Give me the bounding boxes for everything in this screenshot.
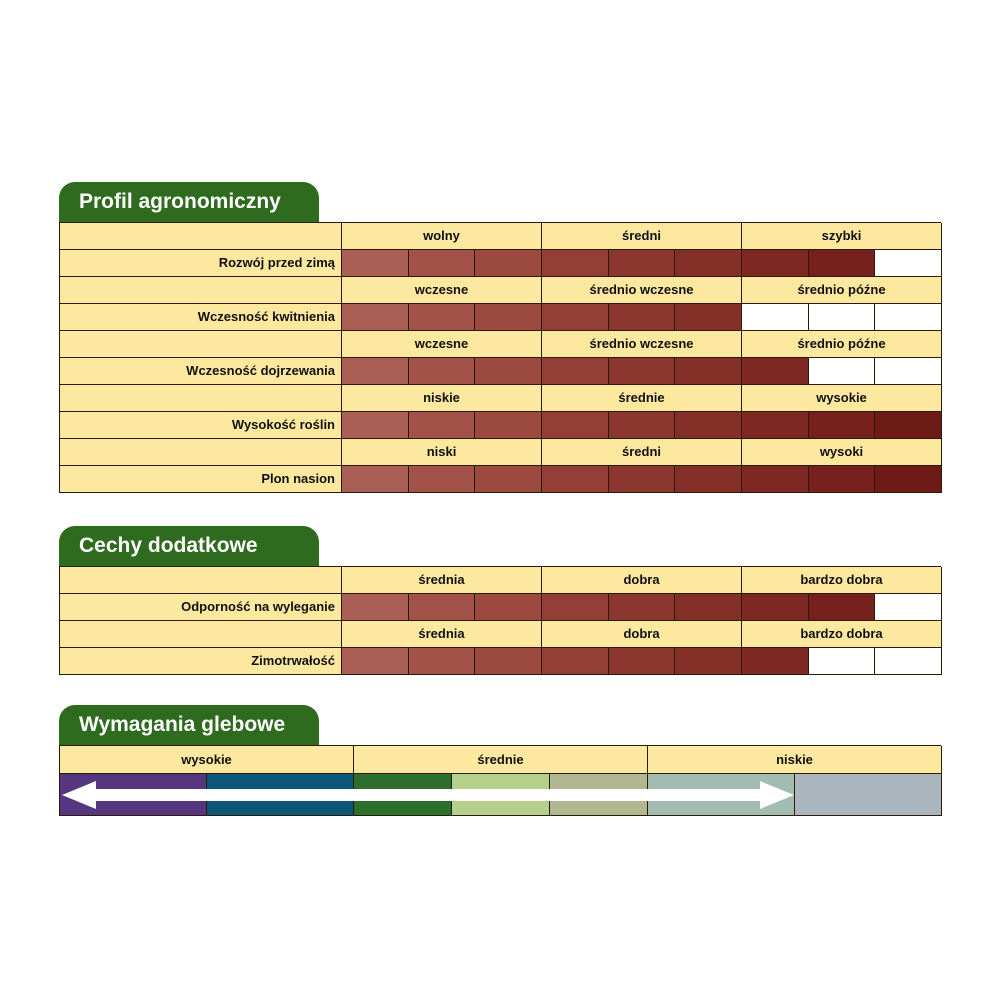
trait-label: Wczesność kwitnienia	[60, 304, 342, 331]
trait-label: Wczesność dojrzewania	[60, 358, 342, 385]
blank-label-cell	[60, 223, 342, 250]
scale-label: średnio wczesne	[542, 277, 742, 304]
rating-cell-filled	[675, 412, 742, 439]
blank-label-cell	[60, 439, 342, 466]
rating-cell-filled	[609, 648, 676, 675]
trait-label: Zimotrwałość	[60, 648, 342, 675]
rating-cell-empty	[875, 648, 942, 675]
scale-label: wczesne	[342, 331, 542, 358]
rating-cell-filled	[409, 304, 476, 331]
trait-row	[59, 648, 941, 675]
trait-row	[59, 412, 941, 439]
scale-header-row	[59, 222, 941, 250]
scale-label: wczesne	[342, 277, 542, 304]
soil-scale-label-mid: średnie	[354, 746, 648, 774]
rating-cell-filled	[609, 250, 676, 277]
rating-cell-filled	[475, 594, 542, 621]
scale-header-row	[59, 621, 941, 648]
profil-title: Profil agronomiczny	[59, 182, 319, 222]
scale-label: średni	[542, 439, 742, 466]
trait-label: Wysokość roślin	[60, 412, 342, 439]
rating-cell-empty	[875, 594, 942, 621]
scale-header-row	[59, 277, 941, 304]
rating-cell-filled	[475, 466, 542, 493]
rating-cell-filled	[675, 594, 742, 621]
trait-row	[59, 304, 941, 331]
rating-cell-filled	[609, 594, 676, 621]
rating-cell-filled	[675, 648, 742, 675]
rating-cell-empty	[875, 304, 942, 331]
scale-label: wysokie	[742, 385, 942, 412]
scale-label: średnia	[342, 621, 542, 648]
scale-label: dobra	[542, 567, 742, 594]
rating-cell-filled	[409, 358, 476, 385]
rating-cell-filled	[809, 466, 876, 493]
gleba-title: Wymagania glebowe	[59, 705, 319, 745]
scale-label: średnie	[542, 385, 742, 412]
rating-cell-filled	[342, 250, 409, 277]
rating-cell-filled	[542, 466, 609, 493]
scale-header-row	[59, 331, 941, 358]
rating-cell-filled	[342, 358, 409, 385]
soil-scale-label-high: wysokie	[60, 746, 354, 774]
blank-label-cell	[60, 621, 342, 648]
rating-cell-filled	[742, 466, 809, 493]
trait-label: Plon nasion	[60, 466, 342, 493]
rating-cell-empty	[875, 358, 942, 385]
scale-header-row	[59, 385, 941, 412]
rating-cell-filled	[409, 412, 476, 439]
rating-cell-filled	[609, 358, 676, 385]
rating-cell-filled	[542, 250, 609, 277]
scale-label: niskie	[342, 385, 542, 412]
trait-row	[59, 250, 941, 277]
scale-label: dobra	[542, 621, 742, 648]
scale-label: bardzo dobra	[742, 567, 942, 594]
rating-cell-empty	[875, 250, 942, 277]
rating-cell-filled	[475, 412, 542, 439]
rating-cell-filled	[809, 594, 876, 621]
rating-cell-filled	[542, 412, 609, 439]
rating-cell-filled	[675, 358, 742, 385]
scale-label: niski	[342, 439, 542, 466]
rating-cell-filled	[475, 648, 542, 675]
gleba-grid	[59, 745, 941, 816]
rating-cell-filled	[675, 466, 742, 493]
cechy-grid	[59, 566, 941, 675]
rating-cell-filled	[809, 250, 876, 277]
scale-label: średnia	[342, 567, 542, 594]
rating-cell-filled	[675, 250, 742, 277]
rating-cell-empty	[742, 304, 809, 331]
scale-label: szybki	[742, 223, 942, 250]
trait-row	[59, 358, 941, 385]
rating-cell-filled	[809, 412, 876, 439]
trait-row	[59, 466, 941, 493]
soil-scale-label-low: niskie	[648, 746, 942, 774]
rating-cell-filled	[542, 304, 609, 331]
scale-label: średnio późne	[742, 277, 942, 304]
rating-cell-filled	[742, 648, 809, 675]
rating-cell-filled	[409, 466, 476, 493]
rating-cell-filled	[409, 250, 476, 277]
soil-color-bar	[59, 774, 941, 816]
rating-cell-filled	[409, 648, 476, 675]
scale-label: średnio późne	[742, 331, 942, 358]
blank-label-cell	[60, 277, 342, 304]
blank-label-cell	[60, 567, 342, 594]
rating-cell-filled	[342, 648, 409, 675]
scale-label: wysoki	[742, 439, 942, 466]
rating-cell-filled	[542, 594, 609, 621]
trait-label: Odporność na wyleganie	[60, 594, 342, 621]
soil-scale-header	[59, 745, 941, 774]
rating-cell-filled	[675, 304, 742, 331]
rating-cell-filled	[475, 304, 542, 331]
double-arrow-icon	[60, 774, 942, 816]
rating-cell-filled	[342, 594, 409, 621]
trait-row	[59, 594, 941, 621]
rating-cell-filled	[409, 594, 476, 621]
rating-cell-filled	[742, 594, 809, 621]
rating-cell-filled	[742, 358, 809, 385]
rating-cell-filled	[742, 250, 809, 277]
rating-cell-filled	[475, 250, 542, 277]
scale-label: średni	[542, 223, 742, 250]
rating-cell-filled	[609, 412, 676, 439]
scale-label: wolny	[342, 223, 542, 250]
cechy-title: Cechy dodatkowe	[59, 526, 319, 566]
rating-cell-filled	[609, 466, 676, 493]
rating-cell-filled	[342, 412, 409, 439]
scale-header-row	[59, 566, 941, 594]
rating-cell-filled	[342, 466, 409, 493]
scale-header-row	[59, 439, 941, 466]
scale-label: bardzo dobra	[742, 621, 942, 648]
rating-cell-filled	[742, 412, 809, 439]
rating-cell-empty	[809, 648, 876, 675]
rating-cell-filled	[875, 412, 942, 439]
blank-label-cell	[60, 385, 342, 412]
trait-label: Rozwój przed zimą	[60, 250, 342, 277]
blank-label-cell	[60, 331, 342, 358]
rating-cell-empty	[809, 304, 876, 331]
scale-label: średnio wczesne	[542, 331, 742, 358]
rating-cell-filled	[475, 358, 542, 385]
rating-cell-filled	[542, 358, 609, 385]
rating-cell-filled	[542, 648, 609, 675]
rating-cell-filled	[342, 304, 409, 331]
rating-cell-empty	[809, 358, 876, 385]
rating-cell-filled	[875, 466, 942, 493]
profil-grid	[59, 222, 941, 493]
rating-cell-filled	[609, 304, 676, 331]
